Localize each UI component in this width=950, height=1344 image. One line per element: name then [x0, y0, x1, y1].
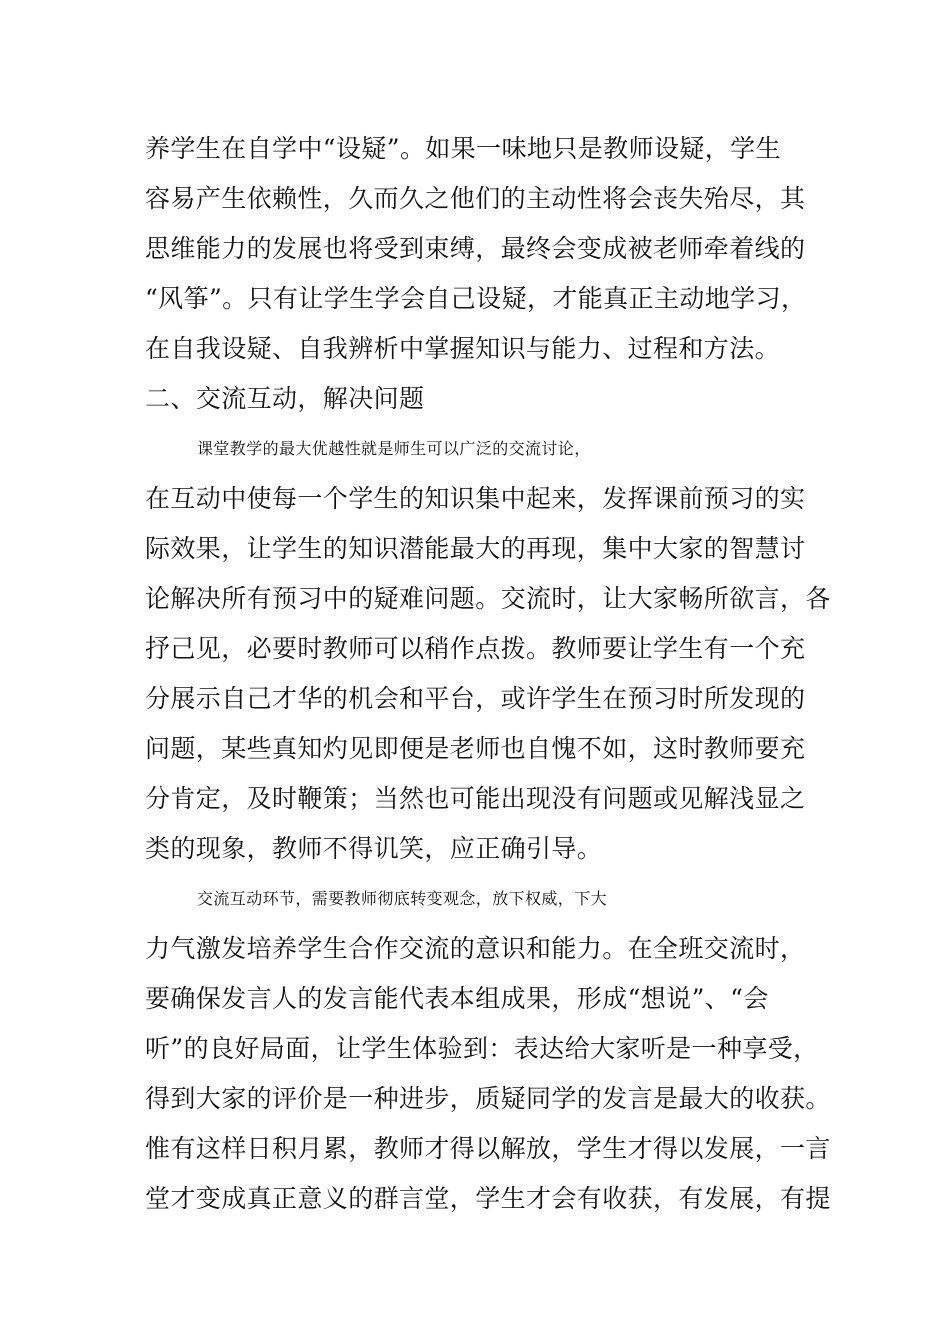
paragraph-line: 堂才变成真正意义的群言堂，学生才会有收获，有发展，有提: [145, 1184, 831, 1213]
paragraph-line: 抒己见，必要时教师可以稍作点拨。教师要让学生有一个充: [145, 634, 806, 663]
paragraph-line: 听”的良好局面，让学生体验到：表达给大家听是一种享受，: [145, 1034, 819, 1063]
section-heading: 二、交流互动，解决问题: [145, 384, 425, 413]
paragraph-line: 养学生在自学中“设疑”。如果一味地只是教师设疑，学生: [145, 134, 781, 163]
paragraph-line: 在自我设疑、自我辨析中掌握知识与能力、过程和方法。: [145, 334, 781, 363]
paragraph-line: “风筝”。只有让学生学会自己设疑，才能真正主动地学习，: [145, 284, 807, 313]
paragraph-line: 分展示自己才华的机会和平台，或许学生在预习时所发现的: [145, 684, 806, 713]
paragraph-line: 惟有这样日积月累，教师才得以解放，学生才得以发展，一言: [145, 1134, 831, 1163]
paragraph-line: 论解决所有预习中的疑难问题。交流时，让大家畅所欲言，各: [145, 584, 831, 613]
paragraph-line: 课堂教学的最大优越性就是师生可以广泛的交流讨论，: [197, 439, 591, 458]
paragraph-line: 交流互动环节，需要教师彻底转变观念，放下权威，下大: [197, 889, 608, 908]
paragraph-line: 思维能力的发展也将受到束缚，最终会变成被老师牵着线的: [145, 234, 806, 263]
paragraph-line: 要确保发言人的发言能代表本组成果，形成“想说”、“会: [145, 984, 769, 1013]
paragraph-line: 分肯定，及时鞭策；当然也可能出现没有问题或见解浅显之: [145, 784, 806, 813]
paragraph-line: 类的现象，教师不得讥笑，应正确引导。: [145, 834, 603, 863]
paragraph-line: 得到大家的评价是一种进步，质疑同学的发言是最大的收获。: [145, 1084, 831, 1113]
paragraph-line: 容易产生依赖性，久而久之他们的主动性将会丧失殆尽，其: [145, 184, 806, 213]
paragraph-line: 际效果，让学生的知识潜能最大的再现，集中大家的智慧讨: [145, 534, 806, 563]
paragraph-line: 问题，某些真知灼见即便是老师也自愧不如，这时教师要充: [145, 734, 806, 763]
paragraph-line: 力气激发培养学生合作交流的意识和能力。在全班交流时，: [145, 934, 806, 963]
paragraph-line: 在互动中使每一个学生的知识集中起来，发挥课前预习的实: [145, 484, 806, 513]
